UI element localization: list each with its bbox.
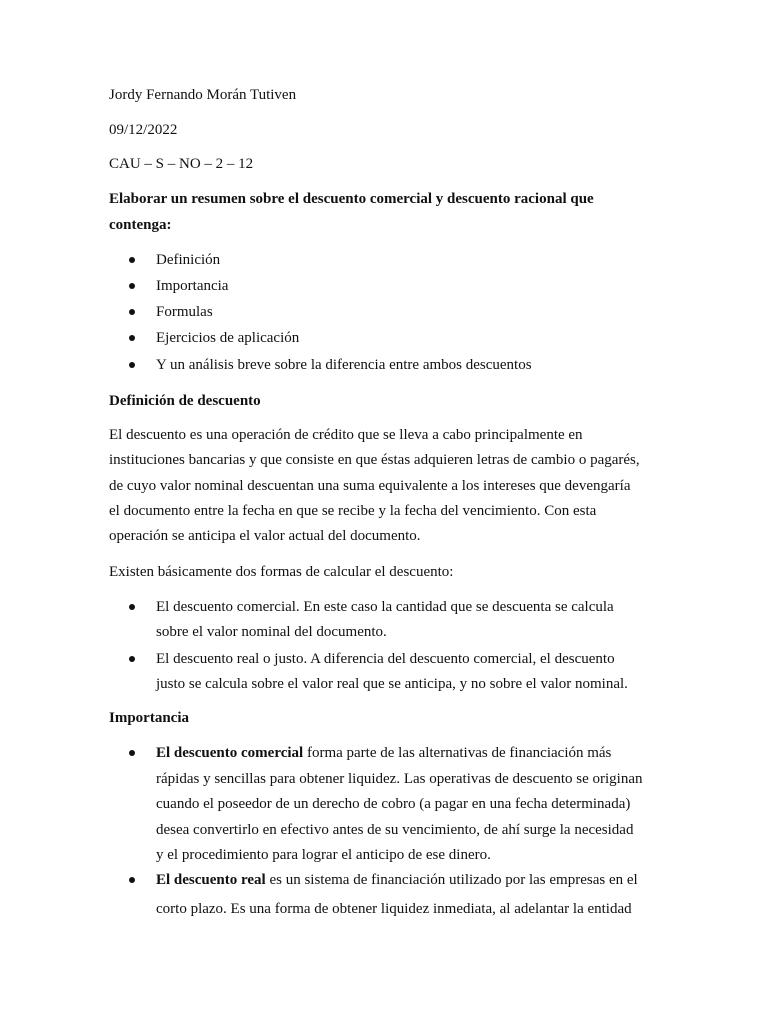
importance-commercial-line-1	[156, 744, 611, 762]
section-heading-importance: Importancia	[109, 710, 189, 726]
importance-real-line-1	[156, 871, 638, 889]
bullet-icon	[129, 362, 135, 368]
form-real-line-2: justo se calcula sobre el valor real que se anticipa, y no sobre el valor nominal.	[156, 676, 628, 692]
importance-commercial-text: forma parte de las alternativas de financiación más	[303, 745, 612, 761]
task-item-analysis: Y un análisis breve sobre la diferencia entre ambos descuentos	[156, 357, 532, 373]
forms-intro: Existen básicamente dos formas de calcular el descuento:	[109, 564, 454, 580]
form-commercial-line-2: sobre el valor nominal del documento.	[156, 624, 387, 640]
importance-real-term: El descuento real	[156, 872, 266, 888]
task-statement-line-2: contenga:	[109, 217, 172, 233]
definition-paragraph-line: de cuyo valor nominal descuentan una suma equivalente a los intereses que devengaría	[109, 478, 631, 494]
bullet-icon	[129, 877, 135, 883]
form-commercial-line-1: El descuento comercial. En este caso la cantidad que se descuenta se calcula	[156, 599, 614, 615]
task-item-definition: Definición	[156, 252, 221, 268]
importance-real-line: corto plazo. Es una forma de obtener liquidez inmediata, al adelantar la entidad	[156, 901, 632, 917]
importance-commercial-line: y el procedimiento para lograr el anticipo de ese dinero.	[156, 847, 491, 863]
importance-commercial-term: El descuento comercial	[156, 745, 304, 761]
importance-commercial-line: desea convertirlo en efectivo antes de su vencimiento, de ahí surge la necesidad	[156, 822, 634, 838]
importance-commercial-line: rápidas y sencillas para obtener liquidez. Las operativas de descuento se originan	[156, 771, 643, 787]
bullet-icon	[129, 656, 135, 662]
task-statement-line-1: Elaborar un resumen sobre el descuento comercial y descuento racional que	[109, 191, 594, 207]
bullet-icon	[129, 283, 135, 289]
importance-commercial-line: cuando el poseedor de un derecho de cobro (a pagar en una fecha determinada)	[156, 796, 631, 812]
course-code: CAU – S – NO – 2 – 12	[109, 156, 254, 172]
bullet-icon	[129, 604, 135, 610]
form-real-line-1: El descuento real o justo. A diferencia del descuento comercial, el descuento	[156, 651, 615, 667]
bullet-icon	[129, 750, 135, 756]
task-item-importance: Importancia	[156, 278, 229, 294]
document-date: 09/12/2022	[109, 122, 178, 138]
section-heading-definition: Definición de descuento	[109, 393, 261, 409]
task-item-formulas: Formulas	[156, 304, 213, 320]
bullet-icon	[129, 335, 135, 341]
bullet-icon	[129, 257, 135, 263]
definition-paragraph-line: El descuento es una operación de crédito que se lleva a cabo principalmente en	[109, 427, 583, 443]
importance-real-text: es un sistema de financiación utilizado por las empresas en el	[265, 872, 638, 888]
definition-paragraph-line: operación se anticipa el valor actual del documento.	[109, 528, 421, 544]
definition-paragraph-line: instituciones bancarias y que consiste en que éstas adquieren letras de cambio o pagarés,	[109, 452, 640, 468]
definition-paragraph-line: el documento entre la fecha en que se recibe y la fecha del vencimiento. Con esta	[109, 503, 597, 519]
task-item-exercises: Ejercicios de aplicación	[156, 330, 300, 346]
bullet-icon	[129, 309, 135, 315]
author-name: Jordy Fernando Morán Tutiven	[109, 87, 297, 103]
